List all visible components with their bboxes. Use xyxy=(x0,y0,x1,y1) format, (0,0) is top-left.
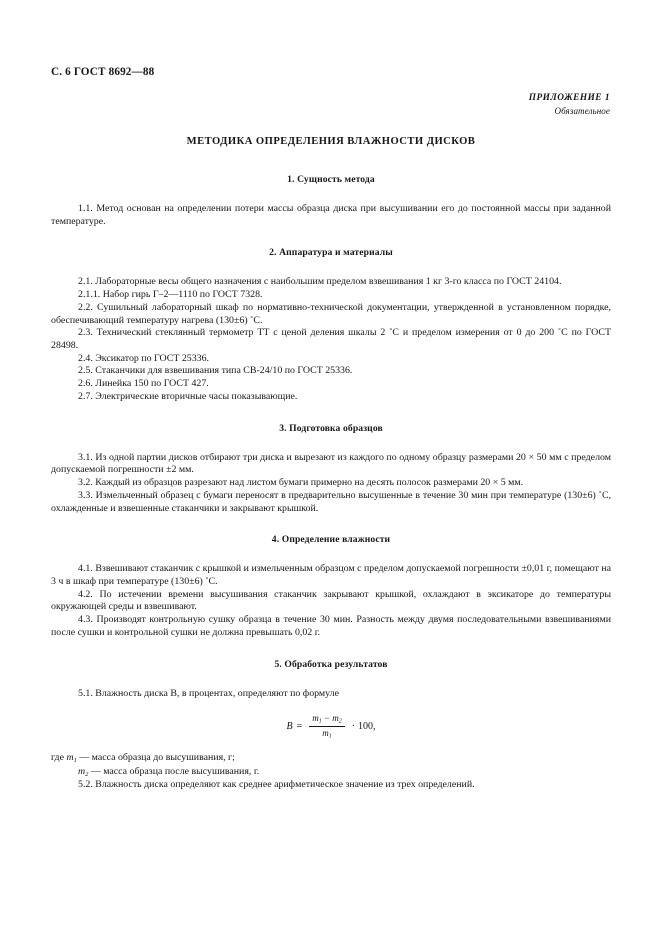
document-body xyxy=(51,136,611,792)
paragraph-1-1: 1.1. Метод основан на определении потери массы образца диска при высушивании его до постоянной массы при заданной температуре. xyxy=(51,203,611,227)
paragraph-4-2: 4.2. По истечении времени высушивания стаканчик закрывают крышкой, охлаждают в эксикаторе до температуры окружающей среды и взвешивают. xyxy=(51,588,611,613)
legend-m2-text: — масса образца после высушивания, г. xyxy=(88,765,260,777)
paragraph-2-1-1: 2.1.1. Набор гирь Г–2—1110 по ГОСТ 7328. xyxy=(78,289,263,301)
legend-m2-var: m xyxy=(78,765,86,777)
paragraph-2-3: 2.3. Технический стеклянный термометр ТТ с ценой деления шкалы 2 ˚С и пределом измерения от 0 до 200 ˚С по ГОСТ 28498. xyxy=(51,327,611,352)
formula-den-m1: m xyxy=(322,727,329,738)
paragraph-4-1: 4.1. Взвешивают стаканчик с крышкой и измельченным образцом с пределом допускаемой погрешности ±0,01 г, помещают на 3 ч в шкаф при температуре (130±6) ˚С. xyxy=(51,563,611,587)
formula-fraction xyxy=(309,713,345,740)
appendix-subtitle: Обязательное xyxy=(554,105,610,116)
document-title: МЕТОДИКА ОПРЕДЕЛЕНИЯ ВЛАЖНОСТИ ДИСКОВ xyxy=(186,136,476,147)
legend-m1-var: m xyxy=(66,752,74,764)
formula-num-m1: m xyxy=(312,713,319,724)
paragraph-2-7: 2.7. Электрические вторичные часы показывающие. xyxy=(78,390,298,402)
legend-m1-sub: 1 xyxy=(73,757,77,765)
paragraph-4-3: 4.3. Производят контрольную сушку образца в течение 30 мин. Разность между двумя последовательными взвешиваниями после сушки и контрольной сушки не должна превышать 0,02 г. xyxy=(51,614,611,638)
legend-m2-sub: 2 xyxy=(85,770,89,778)
formula-minus: − xyxy=(323,713,330,724)
paragraph-5-2: 5.2. Влажность диска определяют как среднее арифметическое значение из трех определений. xyxy=(78,778,475,790)
paragraph-3-2: 3.2. Каждый из образцов разрезают над листом бумаги примерно на десять полосок размерами 20 × 5 мм. xyxy=(78,477,524,489)
paragraph-3-3: 3.3. Измельченный образец с бумаги переносят в предварительно высушенные в течение 30 мин при температуре (130±6) ˚С, охлажденные и взвешенные стаканчики и закрывают крышкой. xyxy=(51,489,611,514)
formula-num-m2: m xyxy=(332,713,339,724)
legend-where-prefix: где xyxy=(51,752,67,764)
running-header: С. 6 ГОСТ 8692—88 xyxy=(51,66,155,78)
formula-num-m2-sub: 2 xyxy=(338,718,342,725)
formula-legend-m1 xyxy=(51,752,611,765)
section-heading-2: 2. Аппаратура и материалы xyxy=(269,247,393,259)
formula-num-m1-sub: 1 xyxy=(318,718,322,725)
paragraph-5-1-intro: 5.1. Влажность диска B, в процентах, определяют по формуле xyxy=(78,687,339,699)
appendix-title: ПРИЛОЖЕНИЕ 1 xyxy=(528,93,610,103)
formula-operator: · xyxy=(351,721,356,733)
formula-humidity xyxy=(51,713,611,740)
paragraph-2-6: 2.6. Линейка 150 по ГОСТ 427. xyxy=(78,378,209,390)
section-heading-5: 5. Обработка результатов xyxy=(274,658,388,670)
formula-legend-m2 xyxy=(51,766,611,779)
formula-denominator xyxy=(319,727,334,740)
section-heading-3: 3. Подготовка образцов xyxy=(279,422,383,434)
paragraph-2-4: 2.4. Эксикатор по ГОСТ 25336. xyxy=(78,352,209,364)
paragraph-2-1: 2.1. Лабораторные весы общего назначения с наибольшим пределом взвешивания 1 кг 3-го класса по ГОСТ 24104. xyxy=(78,276,562,288)
section-heading-4: 4. Определение влажности xyxy=(271,534,391,546)
formula-equals: = xyxy=(296,721,303,733)
paragraph-3-1: 3.1. Из одной партии дисков отбирают три диска и вырезают из каждого по одному образцу размерами 20 × 50 мм с пределом допускаемой погрешности ±2 мм. xyxy=(51,451,611,476)
formula-factor: 100, xyxy=(358,721,376,733)
formula-den-m1-sub: 1 xyxy=(328,733,332,740)
formula-numerator xyxy=(309,713,345,726)
appendix-block xyxy=(529,93,610,117)
section-heading-1: 1. Сущность метода xyxy=(287,174,375,185)
paragraph-2-2: 2.2. Сушильный лабораторный шкаф по нормативно-технической документации, утвержденной в установленном порядке, обеспечивающий температуру нагрева (130±6) ˚С. xyxy=(51,301,611,326)
legend-m1-text: — масса образца до высушивания, г; xyxy=(76,752,235,764)
formula-lhs: B xyxy=(286,721,293,733)
paragraph-2-5: 2.5. Стаканчики для взвешивания типа СВ-24/10 по ГОСТ 25336. xyxy=(78,365,353,377)
